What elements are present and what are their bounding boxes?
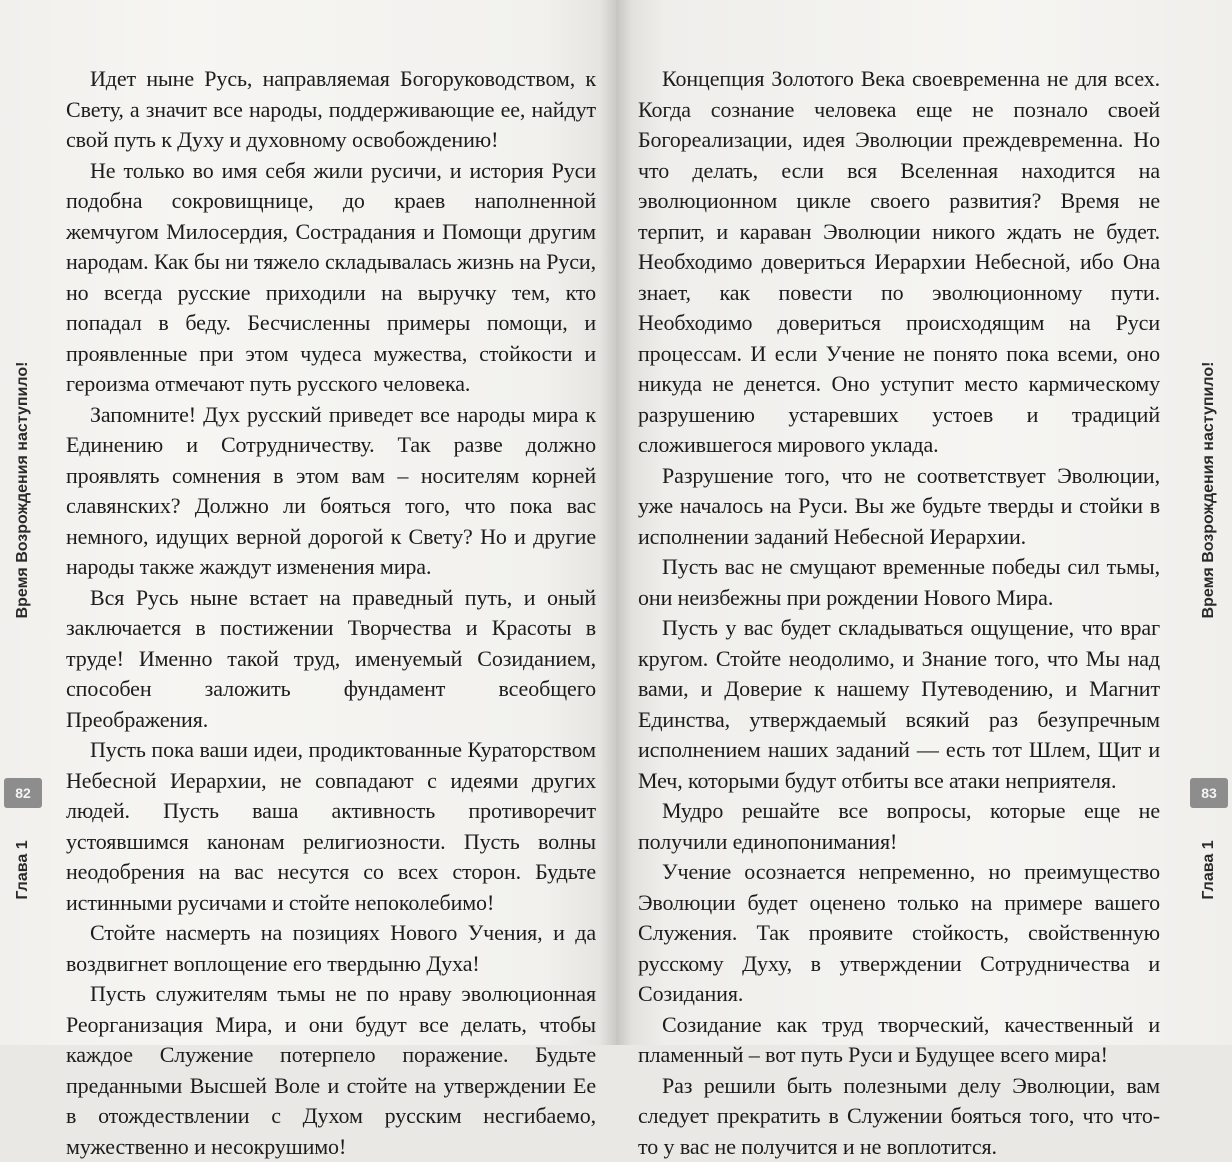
- left-page-text: [66, 64, 596, 1162]
- paragraph: Пусть пока ваши идеи, продиктованные Кураторством Небесной Иерархии, не совпадают с идеями других людей. Пусть ваша активность противоречит устоявшимся канонам религиозности. Пусть волны неодобрения на вас несутся со всех сторон. Будьте истинными русичами и стойте непоколебимо!: [66, 735, 596, 918]
- right-margin-strip: [1186, 0, 1232, 1045]
- paragraph: Запомните! Дух русский приведет все народы мира к Единению и Сотрудничеству. Так разве должно проявлять сомнения в этом вам – носителям корней славянских? Должно ли бояться того, что пока вас немного, идущих верной дорогой к Свету? Но и другие народы также жаждут изменения мира.: [66, 400, 596, 583]
- paragraph: Вся Русь ныне встает на праведный путь, и оный заключается в постижении Творчества и Красоты в труде! Именно такой труд, именуемый Созиданием, способен заложить фундамент всеобщего Преображения.: [66, 583, 596, 736]
- paragraph: Пусть вас не смущают временные победы сил тьмы, они неизбежны при рождении Нового Мира.: [638, 552, 1160, 613]
- paragraph: Созидание как труд творческий, качественный и пламенный – вот путь Руси и Будущее всего мира!: [638, 1010, 1160, 1071]
- paragraph: Мудро решайте все вопросы, которые еще не получили единопонимания!: [638, 796, 1160, 857]
- paragraph: Стойте насмерть на позициях Нового Учения, и да воздвигнет воплощение его твердыню Духа!: [66, 918, 596, 979]
- right-page-text: [638, 64, 1160, 1162]
- page-number-badge: 83: [1190, 778, 1228, 808]
- paragraph: Идет ныне Русь, направляемая Богоруководством, к Свету, а значит все народы, поддерживающие ее, найдут свой путь к Духу и духовному освобождению!: [66, 64, 596, 156]
- paragraph: Раз решили быть полезными делу Эволюции, вам следует прекратить в Служении бояться того, что что-то у вас не получится и не воплотится.: [638, 1071, 1160, 1162]
- running-head: Время Возрождения наступило!: [14, 362, 32, 619]
- chapter-label: Глава 1: [14, 840, 32, 899]
- right-page: [616, 0, 1232, 1045]
- left-margin-strip: [0, 0, 46, 1045]
- paragraph: Разрушение того, что не соответствует Эволюции, уже началось на Руси. Вы же будьте тверды и стойки в исполнении заданий Небесной Иерархии.: [638, 461, 1160, 553]
- paragraph: Концепция Золотого Века своевременна не для всех. Когда сознание человека еще не познало своей Богореализации, идея Эволюции преждевременна. Но что делать, если вся Вселенная находится на эволюционном цикле своего развития? Время не терпит, и караван Эволюции никого ждать не будет. Необходимо довериться Иерархии Небесной, ибо Она знает, как повести по эволюционному пути. Необходимо довериться происходящим на Руси процессам. И если Учение не понято пока всеми, оно никуда не денется. Оно уступит место кармическому разрушению устаревших устоев и традиций сложившегося мирового уклада.: [638, 64, 1160, 461]
- paragraph: Пусть служителям тьмы не по нраву эволюционная Реорганизация Мира, и они будут все делать, чтобы каждое Служение потерпело поражение. Будьте преданными Высшей Воле и стойте на утверждении Ее в отождествлении с Духом русским несгибаемо, мужественно и несокрушимо!: [66, 979, 596, 1162]
- page-number-badge: 82: [4, 778, 42, 808]
- left-page: [0, 0, 616, 1045]
- running-head: Время Возрождения наступило!: [1200, 362, 1218, 619]
- chapter-label: Глава 1: [1200, 840, 1218, 899]
- paragraph: Пусть у вас будет складываться ощущение, что враг кругом. Стойте неодолимо, и Знание того, что Мы над вами, и Доверие к нашему Путеводению, и Магнит Единства, утверждаемый всякий раз безупречным исполнением наших заданий — есть тот Шлем, Щит и Меч, которыми будут отбиты все атаки неприятеля.: [638, 613, 1160, 796]
- paragraph: Не только во имя себя жили русичи, и история Руси подобна сокровищнице, до краев наполненной жемчугом Милосердия, Сострадания и Помощи другим народам. Как бы ни тяжело складывалась жизнь на Руси, но всегда русские приходили на выручку тем, кто попадал в беду. Бесчисленны примеры помощи, и проявленные при этом чудеса мужества, стойкости и героизма отмечают путь русского человека.: [66, 156, 596, 400]
- paragraph: Учение осознается непременно, но преимущество Эволюции будет оценено только на примере вашего Служения. Так проявите стойкость, свойственную русскому Духу, в утверждении Сотрудничества и Созидания.: [638, 857, 1160, 1010]
